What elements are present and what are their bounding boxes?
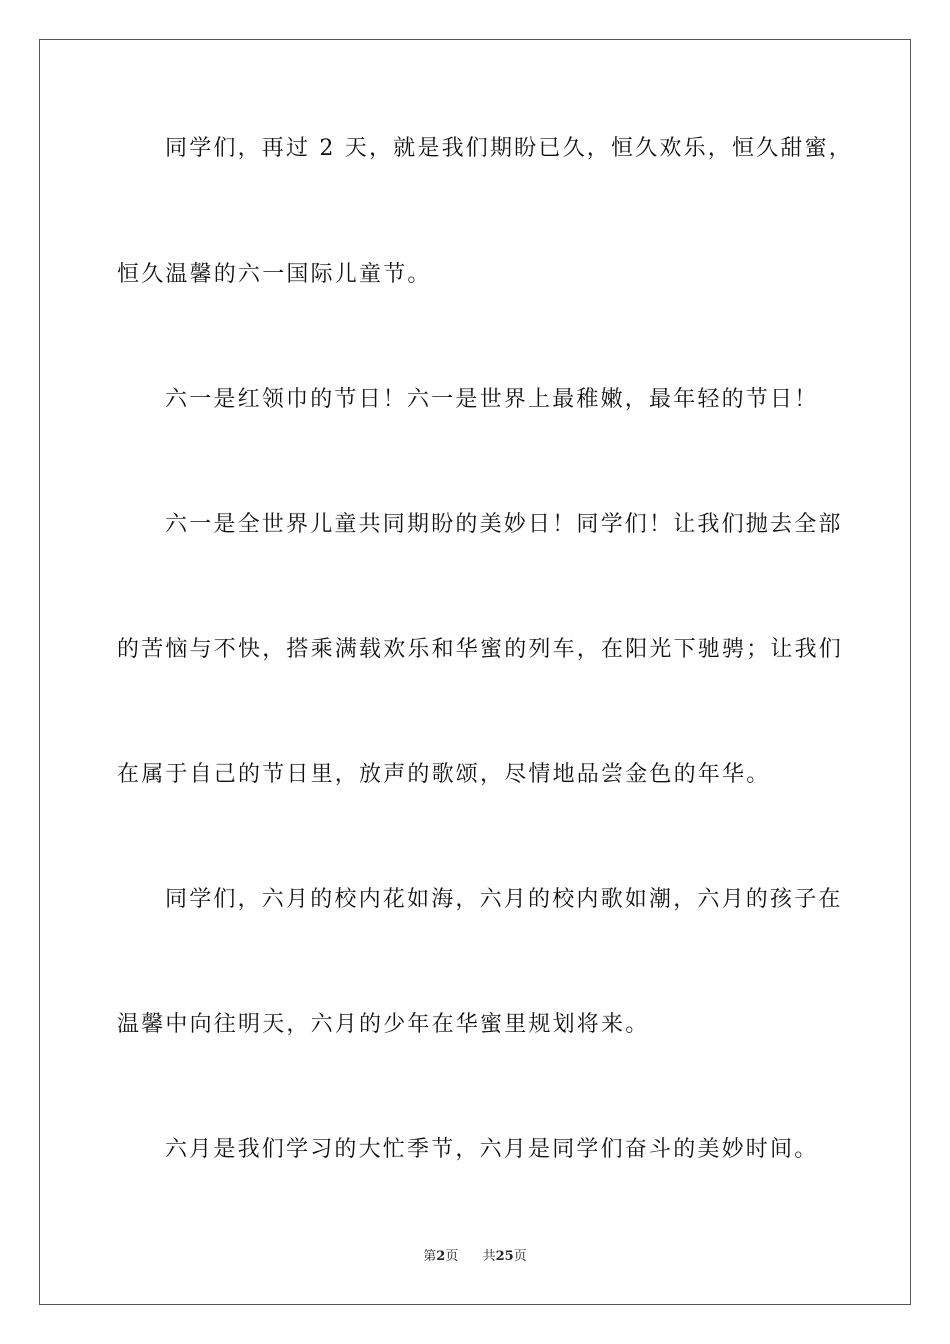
paragraph-line: 六一是红领巾的节日！六一是世界上最稚嫩，最年轻的节日！ bbox=[165, 387, 819, 412]
paragraph-line: 温馨中向往明天，六月的少年在华蜜里规划将来。 bbox=[117, 1012, 650, 1037]
page-prefix: 第 bbox=[423, 1249, 437, 1264]
paragraph-line: 恒久温馨的六一国际儿童节。 bbox=[117, 262, 432, 287]
page-suffix: 页 bbox=[445, 1249, 459, 1264]
paragraph-line: 的苦恼与不快，搭乘满载欢乐和华蜜的列车，在阳光下驰骋；让我们 bbox=[117, 637, 844, 662]
paragraph-line: 六月是我们学习的大忙季节，六月是同学们奋斗的美妙时间。 bbox=[165, 1137, 819, 1162]
paragraph-line: 在属于自己的节日里，放声的歌颂，尽情地品尝金色的年华。 bbox=[117, 762, 771, 787]
total-pages: 25 bbox=[495, 1249, 514, 1264]
page-number: 2 bbox=[436, 1249, 446, 1264]
total-suffix: 页 bbox=[513, 1249, 527, 1264]
paragraph-line: 六一是全世界儿童共同期盼的美妙日！同学们！让我们抛去全部 bbox=[165, 512, 843, 537]
paragraph-line: 同学们，六月的校内花如海，六月的校内歌如潮，六月的孩子在 bbox=[165, 887, 843, 912]
page-number-label bbox=[423, 1245, 458, 1264]
total-prefix: 共 bbox=[482, 1249, 496, 1264]
page-border bbox=[39, 39, 911, 1305]
paragraph-line: 同学们，再过 2 天，就是我们期盼已久，恒久欢乐，恒久甜蜜， bbox=[165, 136, 853, 161]
total-pages-label bbox=[483, 1245, 527, 1264]
page-footer bbox=[0, 1245, 950, 1264]
